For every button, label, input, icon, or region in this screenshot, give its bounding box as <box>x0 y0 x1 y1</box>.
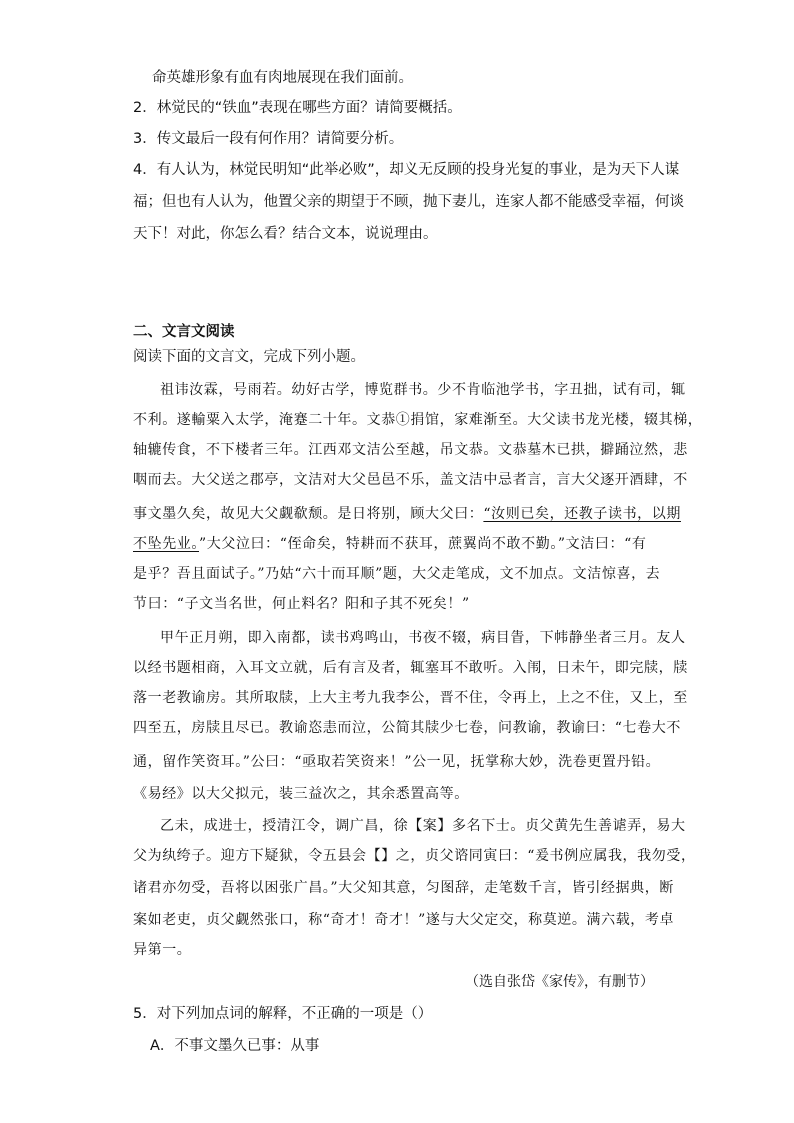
passage-p1-line-2: 不利。遂輸粟入太学，淹蹇二十年。文恭①捐馆，家难渐至。大父读书龙光楼，辍其梯， <box>133 412 703 428</box>
passage-p2-line-3: 落一老教谕房。其所取牍，上大主考九我李公，晋不住，令再上，上之不住，又上，至 <box>133 690 688 706</box>
passage-p2-line-6: 《易经》以大父拟元，装三益次之，其余悉置高等。 <box>133 786 469 802</box>
passage-p1-line-3: 轴辘传食，不下楼者三年。江西邓文洁公至越，吊文恭。文恭墓木已拱，擗踊泣然，悲 <box>133 442 688 458</box>
passage-p3-line-2: 父为纨绔子。迎方下疑狱，令五县会【】之，贞父谘同寅曰：“爰书例应属我，我勿受， <box>133 848 696 864</box>
passage-p2-line-1: 甲午正月朔，即入南都，读书鸡鸣山，书夜不辍，病目眚，下帏静坐者三月。友人 <box>160 630 686 646</box>
passage-p1-line-8: 节曰：“子文当名世，何止料名？阳和子其不死矣！” <box>133 596 470 612</box>
passage-p1-line-6 <box>133 534 646 554</box>
passage-p1-line-1: 祖讳汝霖，号雨若。幼好古学，博览群书。少不肯临池学书，字丑拙，试有司，辄 <box>160 382 686 398</box>
passage-p1-line-7: 是乎？吾且面试子。”乃姑“六十而耳顺”题，大父走笔成，文不加点。文洁惊喜，去 <box>133 566 661 582</box>
passage-p2-line-5: 通，留作笑资耳。”公曰：“亟取若笑资来！”公一见，抚掌称大妙，洗卷更置丹铅。 <box>133 754 661 770</box>
passage-p3-line-4: 案如老吏，贞父觑然张口，称“奇才！奇才！”遂与大父定交，称莫逆。满六载，考卓 <box>133 912 675 928</box>
passage-p3-line-3: 诸君亦勿受，吾将以困张广昌。”大父知其意，匀图辞，走笔数千言，皆引经据典，断 <box>133 880 674 896</box>
passage-text: 事文墨久矣，故见大父觑欷颓。是日将别，顾大父曰： <box>133 506 484 522</box>
question-2: 2．林觉民的“铁血”表现在哪些方面？请简要概括。 <box>133 100 462 116</box>
passage-p1-line-4: 咽而去。大父送之郡亭，文洁对大父邑邑不乐，盖文洁中忌者言，言大父逐开酒肆，不 <box>133 472 688 488</box>
passage-p3-line-1: 乙未，成进士，授清江令，调广昌，徐【案】多名下士。贞父黄先生善谑弄，易大 <box>160 818 686 834</box>
question-3: 3．传文最后一段有何作用？请简要分析。 <box>133 131 404 147</box>
passage-p2-line-2: 以经书题相商，入耳文立就，后有言及者，辄塞耳不敢听。入闱，日未午，即完牍，牍 <box>133 660 688 676</box>
passage-source: （选自张岱《家传》，有删节） <box>465 974 654 990</box>
passage-p3-line-5: 异第一。 <box>133 942 192 958</box>
continued-line: 命英雄形象有血有肉地展现在我们面前。 <box>152 70 413 86</box>
passage-text: ”大父泣曰：“侄命矣，特耕而不获耳，蔗翼尚不敢不勤。”文洁曰：“有 <box>199 536 647 552</box>
passage-p2-line-4: 四至五，房牍且尽已。教谕恣恚而泣，公简其牍少七卷，问教谕，教谕曰：“七卷大不 <box>133 720 681 736</box>
question-4-line-3: 天下！对此，你怎么看？结合文本，说说理由。 <box>133 226 438 242</box>
question-4-line-2: 福；但也有人认为，他置父亲的期望于不顾，抛下妻儿，连家人都不能感受幸福，何谈 <box>133 194 684 210</box>
section-heading: 二、文言文阅读 <box>133 324 235 340</box>
question-5-option-a: A．不事文墨久已事：从事 <box>150 1038 320 1054</box>
section-instruction: 阅读下面的文言文，完成下列小题。 <box>133 349 365 365</box>
passage-p1-line-5 <box>133 504 681 524</box>
question-4-line-1: 4．有人认为，林觉民明知“此举必败”，却义无反顾的投身光复的事业，是为天下人谋 <box>133 162 680 178</box>
underlined-sentence-end: 不坠先业。 <box>133 536 199 552</box>
underlined-sentence: “汝则已矣，还教子读书，以期 <box>483 506 681 522</box>
question-5-stem: 5．对下列加点词的解释，不正确的一项是（） <box>133 1006 433 1022</box>
